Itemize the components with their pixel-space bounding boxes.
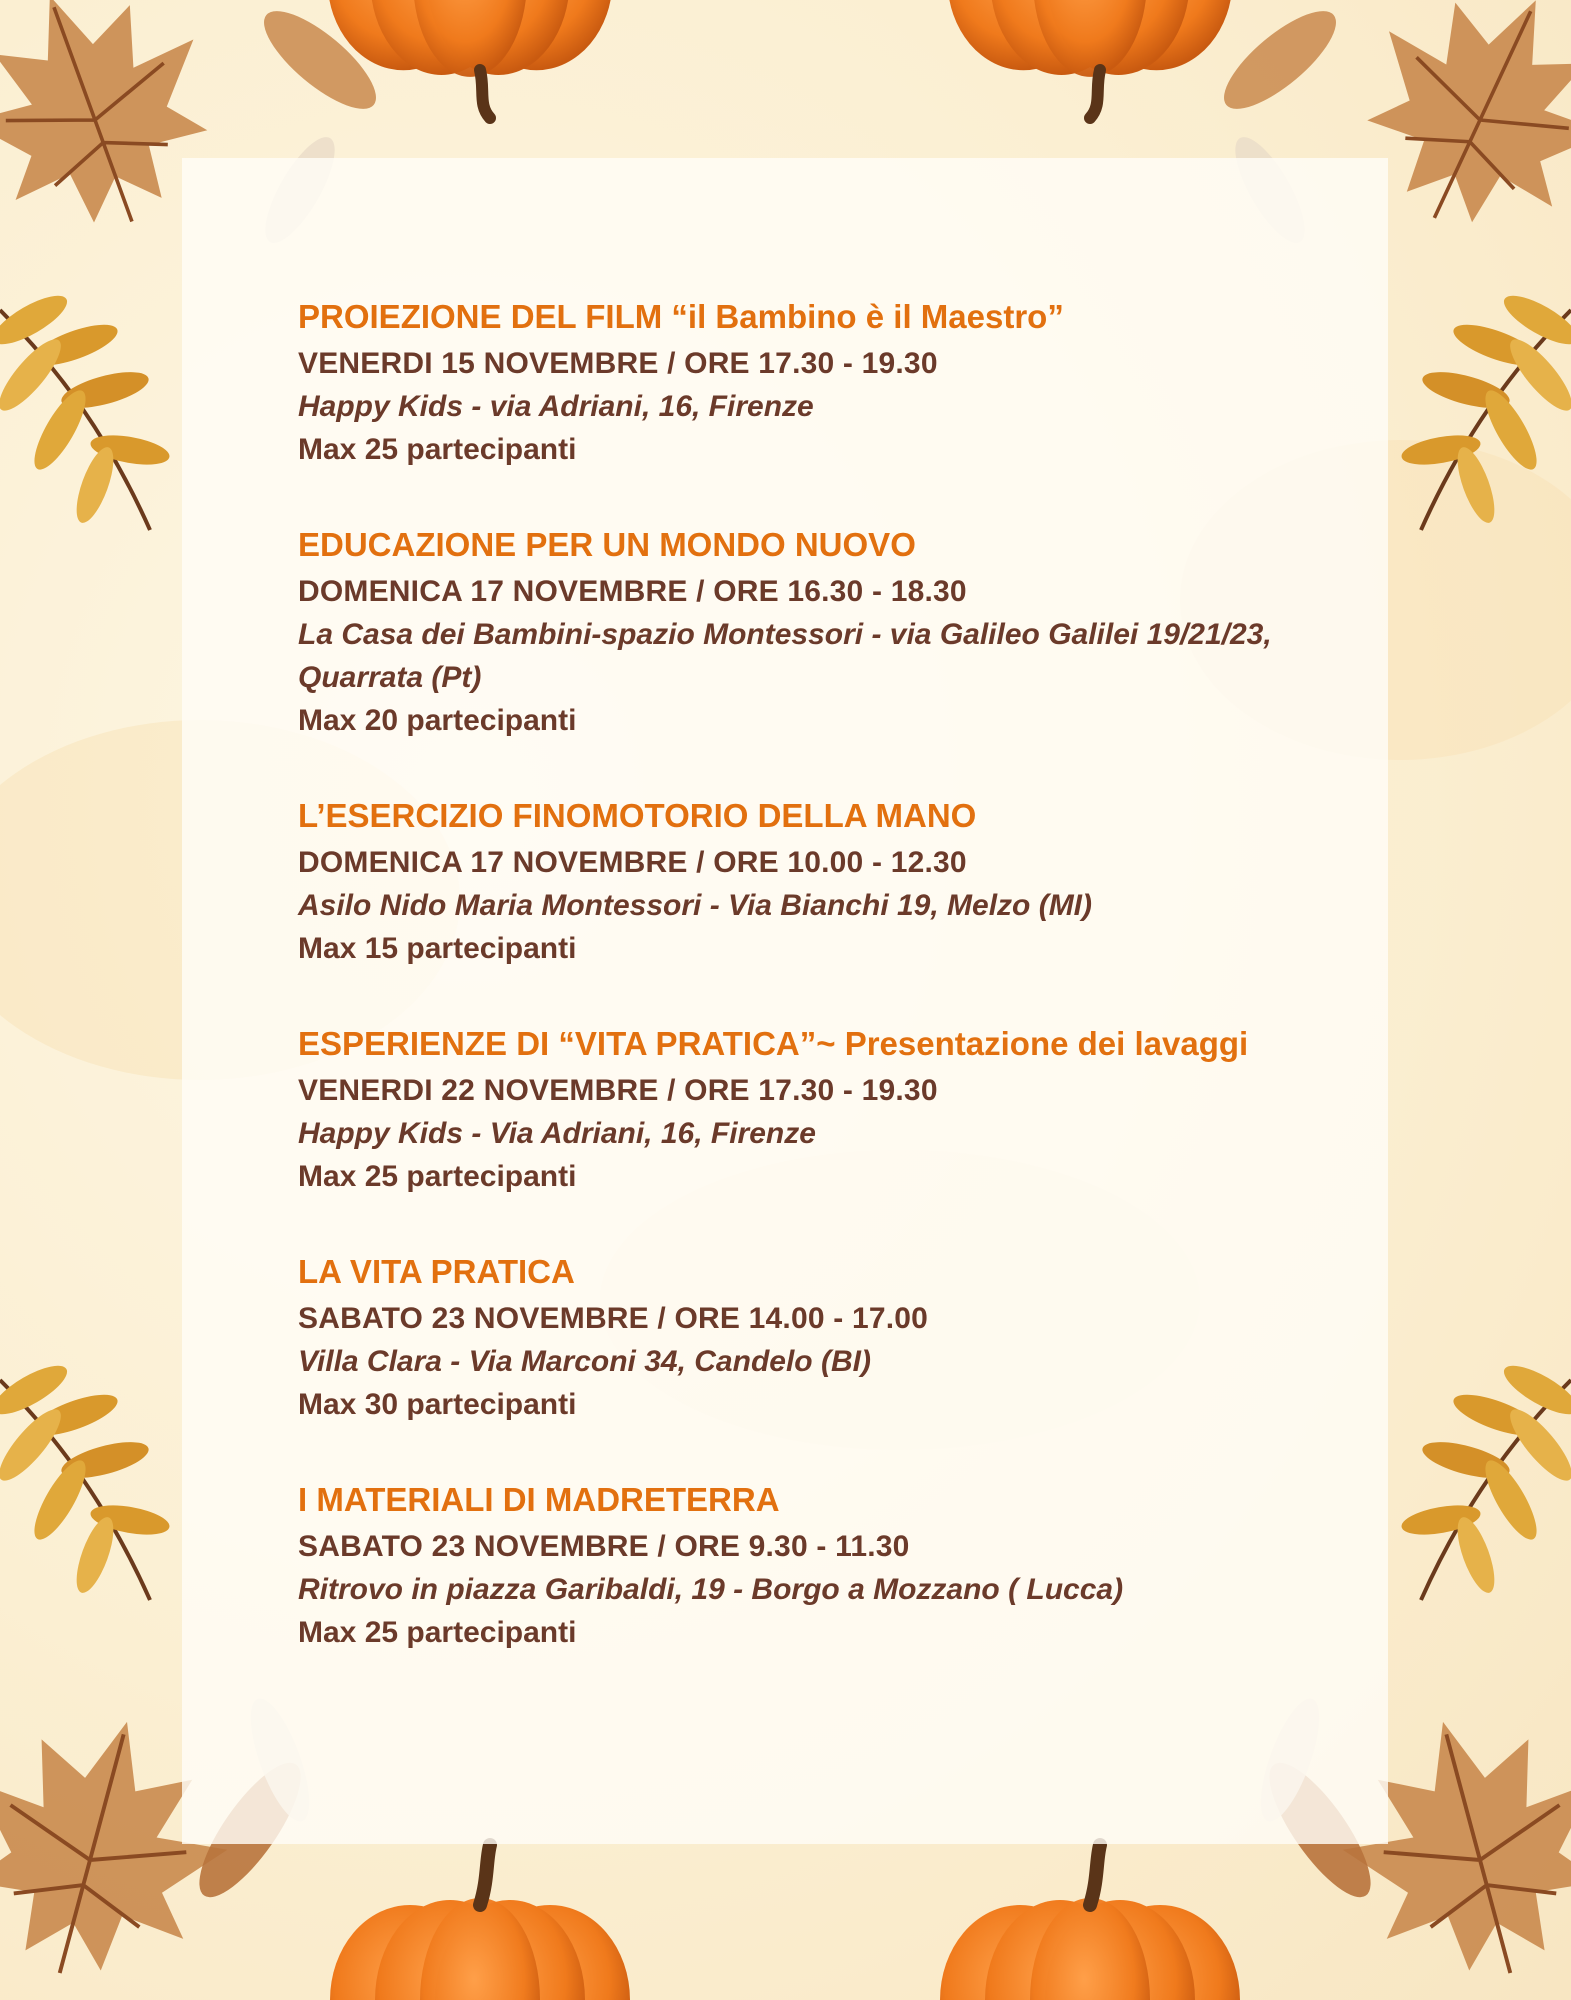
event-location: Happy Kids - via Adriani, 16, Firenze (298, 390, 814, 423)
event-item (298, 1247, 1298, 1426)
event-item (298, 292, 1298, 471)
event-item (298, 1019, 1298, 1198)
event-capacity: Max 15 partecipanti (298, 932, 577, 965)
event-item (298, 791, 1298, 970)
event-list (298, 292, 1298, 1703)
event-capacity: Max 25 partecipanti (298, 1160, 577, 1193)
event-location: Happy Kids - Via Adriani, 16, Firenze (298, 1117, 816, 1150)
event-datetime: VENERDI 15 NOVEMBRE / ORE 17.30 - 19.30 (298, 347, 938, 380)
event-location: Ritrovo in piazza Garibaldi, 19 - Borgo a Mozzano ( Lucca) (298, 1573, 1124, 1606)
event-datetime: DOMENICA 17 NOVEMBRE / ORE 10.00 - 12.30 (298, 846, 967, 879)
event-item (298, 520, 1298, 742)
event-capacity: Max 30 partecipanti (298, 1388, 577, 1421)
event-datetime: SABATO 23 NOVEMBRE / ORE 9.30 - 11.30 (298, 1530, 910, 1563)
event-title: ESPERIENZE DI “VITA PRATICA”~ Presentazione dei lavaggi (298, 1025, 1249, 1062)
event-datetime: SABATO 23 NOVEMBRE / ORE 14.00 - 17.00 (298, 1302, 929, 1335)
event-location: La Casa dei Bambini-spazio Montessori - via Galileo Galilei 19/21/23, Quarrata (Pt) (298, 618, 1272, 694)
event-capacity: Max 25 partecipanti (298, 433, 577, 466)
event-capacity: Max 25 partecipanti (298, 1616, 577, 1649)
event-title: L’ESERCIZIO FINOMOTORIO DELLA MANO (298, 797, 977, 834)
event-location: Villa Clara - Via Marconi 34, Candelo (BI) (298, 1345, 871, 1378)
event-title: PROIEZIONE DEL FILM “il Bambino è il Maestro” (298, 298, 1064, 335)
event-title: EDUCAZIONE PER UN MONDO NUOVO (298, 526, 916, 563)
event-location: Asilo Nido Maria Montessori - Via Bianchi 19, Melzo (MI) (298, 889, 1093, 922)
event-datetime: VENERDI 22 NOVEMBRE / ORE 17.30 - 19.30 (298, 1074, 938, 1107)
event-datetime: DOMENICA 17 NOVEMBRE / ORE 16.30 - 18.30 (298, 575, 967, 608)
event-capacity: Max 20 partecipanti (298, 704, 577, 737)
event-title: I MATERIALI DI MADRETERRA (298, 1481, 780, 1518)
event-item (298, 1475, 1298, 1654)
event-title: LA VITA PRATICA (298, 1253, 575, 1290)
